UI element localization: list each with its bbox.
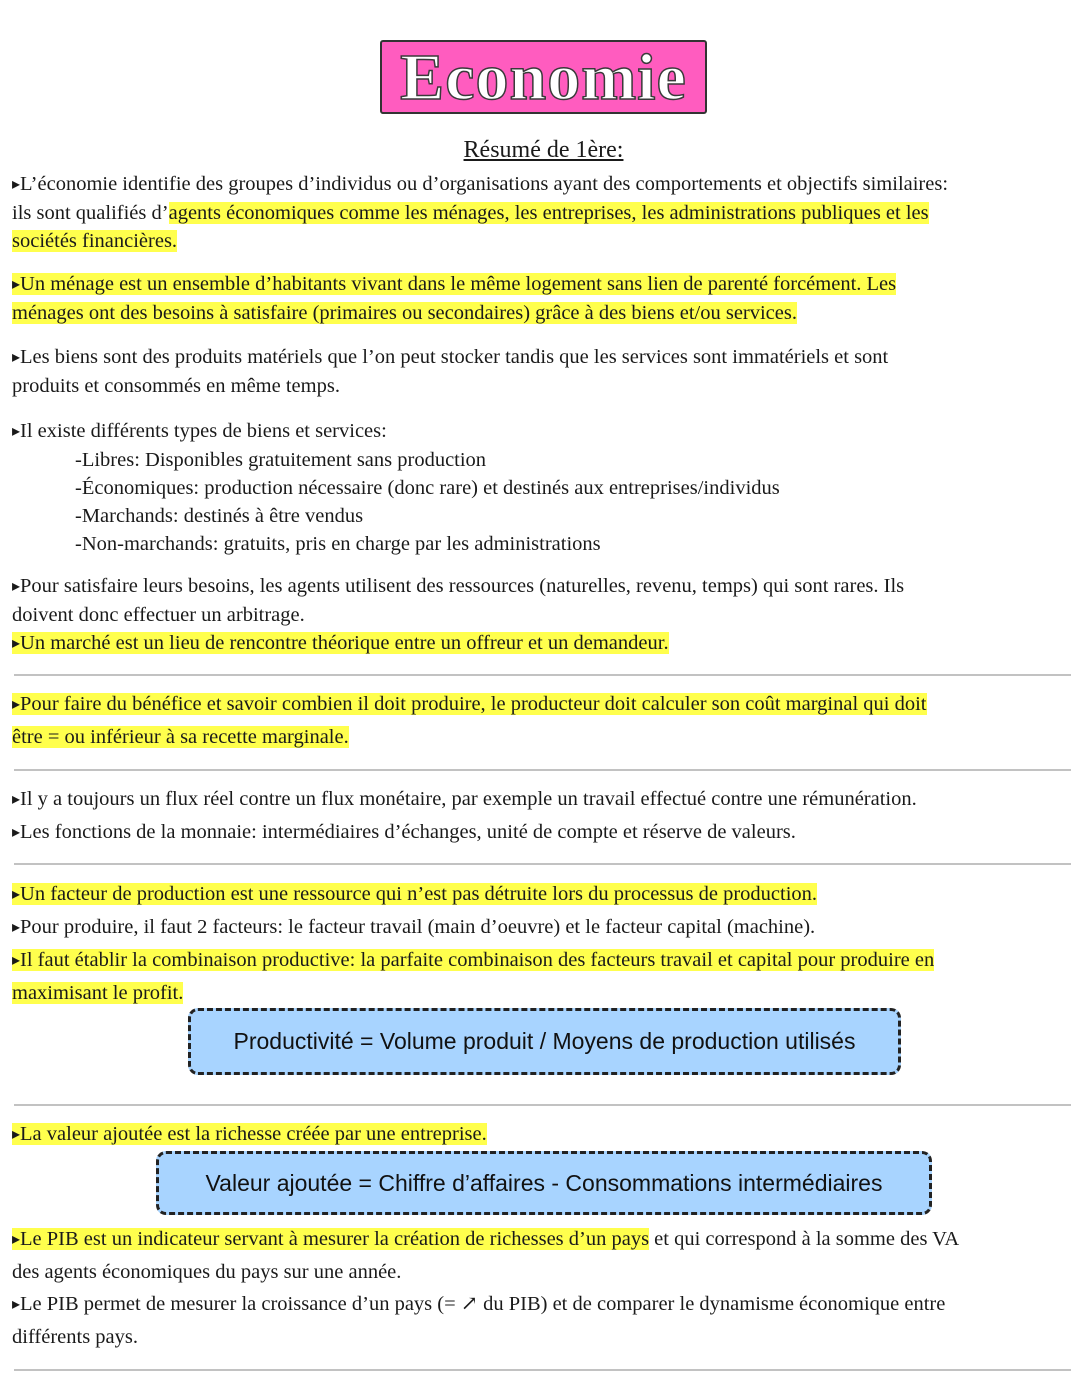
divider — [14, 863, 1071, 865]
list-item: -Marchands: destinés à être vendus — [75, 505, 364, 527]
bullet-icon: ▸ — [12, 276, 21, 293]
paragraph-resources-market: ▸Pour satisfaire leurs besoins, les agents utilisent des ressources (naturelles, revenu, temps) qui sont rares. Ils doivent donc effectuer un arbitrage. ▸Un marché est un lieu de rencontre théorique entre un offreur et un demandeur. — [12, 575, 905, 654]
bullet-icon: ▸ — [12, 1296, 21, 1313]
title-banner — [380, 40, 707, 114]
paragraph-gdp: ▸Le PIB est un indicateur servant à mesurer la création de richesses d’un pays et qui correspond à la somme des VA des agents économiques du pays sur une année. ▸Le PIB permet de mesurer la croissance d’un pays (= ↗ du PIB) et de comparer le dynamisme économique entre différents pays. — [12, 1228, 960, 1348]
bullet-icon: ▸ — [12, 824, 21, 841]
paragraph-value-added: ▸La valeur ajoutée est la richesse créée par une entreprise. — [12, 1123, 487, 1145]
bullet-icon: ▸ — [12, 791, 21, 808]
bullet-icon: ▸ — [12, 423, 21, 440]
bullet-icon: ▸ — [12, 696, 21, 713]
subtitle: Résumé de 1ère: — [463, 137, 624, 163]
divider — [14, 1104, 1071, 1106]
bullet-icon: ▸ — [12, 886, 21, 903]
paragraph-types-list: ▸Il existe différents types de biens et services: -Libres: Disponibles gratuitement sans production -Économiques: production nécessaire (donc rare) et destinés aux entreprises/individus -Marchands: destinés à être vendus -Non-marchands: gratuits, pris en charge par les administrations — [12, 417, 1074, 558]
bullet-icon: ▸ — [12, 952, 21, 969]
bullet-icon: ▸ — [12, 1126, 21, 1143]
paragraph-goods-services: ▸Les biens sont des produits matériels que l’on peut stocker tandis que les services sont immatériels et sont produits et consommés en même temps. — [12, 346, 889, 397]
paragraph-marginal-cost: ▸Pour faire du bénéfice et savoir combien il doit produire, le producteur doit calculer son coût marginal qui doit être = ou inférieur à sa recette marginale. — [12, 693, 927, 748]
paragraph-economic-agents: ▸L’économie identifie des groupes d’individus ou d’organisations ayant des comportements et objectifs similaires: ils sont qualifiés d’agents économiques comme les ménages, les entreprises, les administrations publiques et les sociétés financières. — [12, 173, 949, 252]
divider — [14, 1369, 1071, 1371]
bullet-icon: ▸ — [12, 919, 21, 936]
divider — [14, 674, 1071, 676]
bullet-icon: ▸ — [12, 176, 21, 193]
bullet-icon: ▸ — [12, 635, 21, 652]
formula-value-added: Valeur ajoutée = Chiffre d’affaires - Consommations intermédiaires — [156, 1151, 932, 1215]
bullet-icon: ▸ — [12, 578, 21, 595]
list-item: -Non-marchands: gratuits, pris en charge par les administrations — [75, 533, 601, 555]
bullet-icon: ▸ — [12, 1231, 21, 1248]
bullet-icon: ▸ — [12, 349, 21, 366]
list-item: -Économiques: production nécessaire (donc rare) et destinés aux entreprises/individus — [75, 477, 780, 499]
paragraph-money: ▸Il y a toujours un flux réel contre un flux monétaire, par exemple un travail effectué contre une rémunération. ▸Les fonctions de la monnaie: intermédiaires d’échanges, unité de compte et réserve de valeurs. — [12, 788, 917, 843]
paragraph-household: ▸Un ménage est un ensemble d’habitants vivant dans le même logement sans lien de parenté forcément. Les ménages ont des besoins à satisfaire (primaires ou secondaires) grâce à des biens et/ou services. — [12, 273, 897, 324]
list-item: -Libres: Disponibles gratuitement sans production — [75, 449, 487, 471]
paragraph-production-factors: ▸Un facteur de production est une ressource qui n’est pas détruite lors du processus de production. ▸Pour produire, il faut 2 facteurs: le facteur travail (main d’oeuvre) et le facteur capital (machine). ▸Il faut établir la combinaison productive: la parfaite combinaison des facteurs travail et capital pour produire en maximisant le profit. — [12, 883, 935, 1004]
divider — [14, 769, 1071, 771]
formula-productivity: Productivité = Volume produit / Moyens de production utilisés — [188, 1008, 901, 1075]
page-title: Economie — [400, 41, 687, 114]
